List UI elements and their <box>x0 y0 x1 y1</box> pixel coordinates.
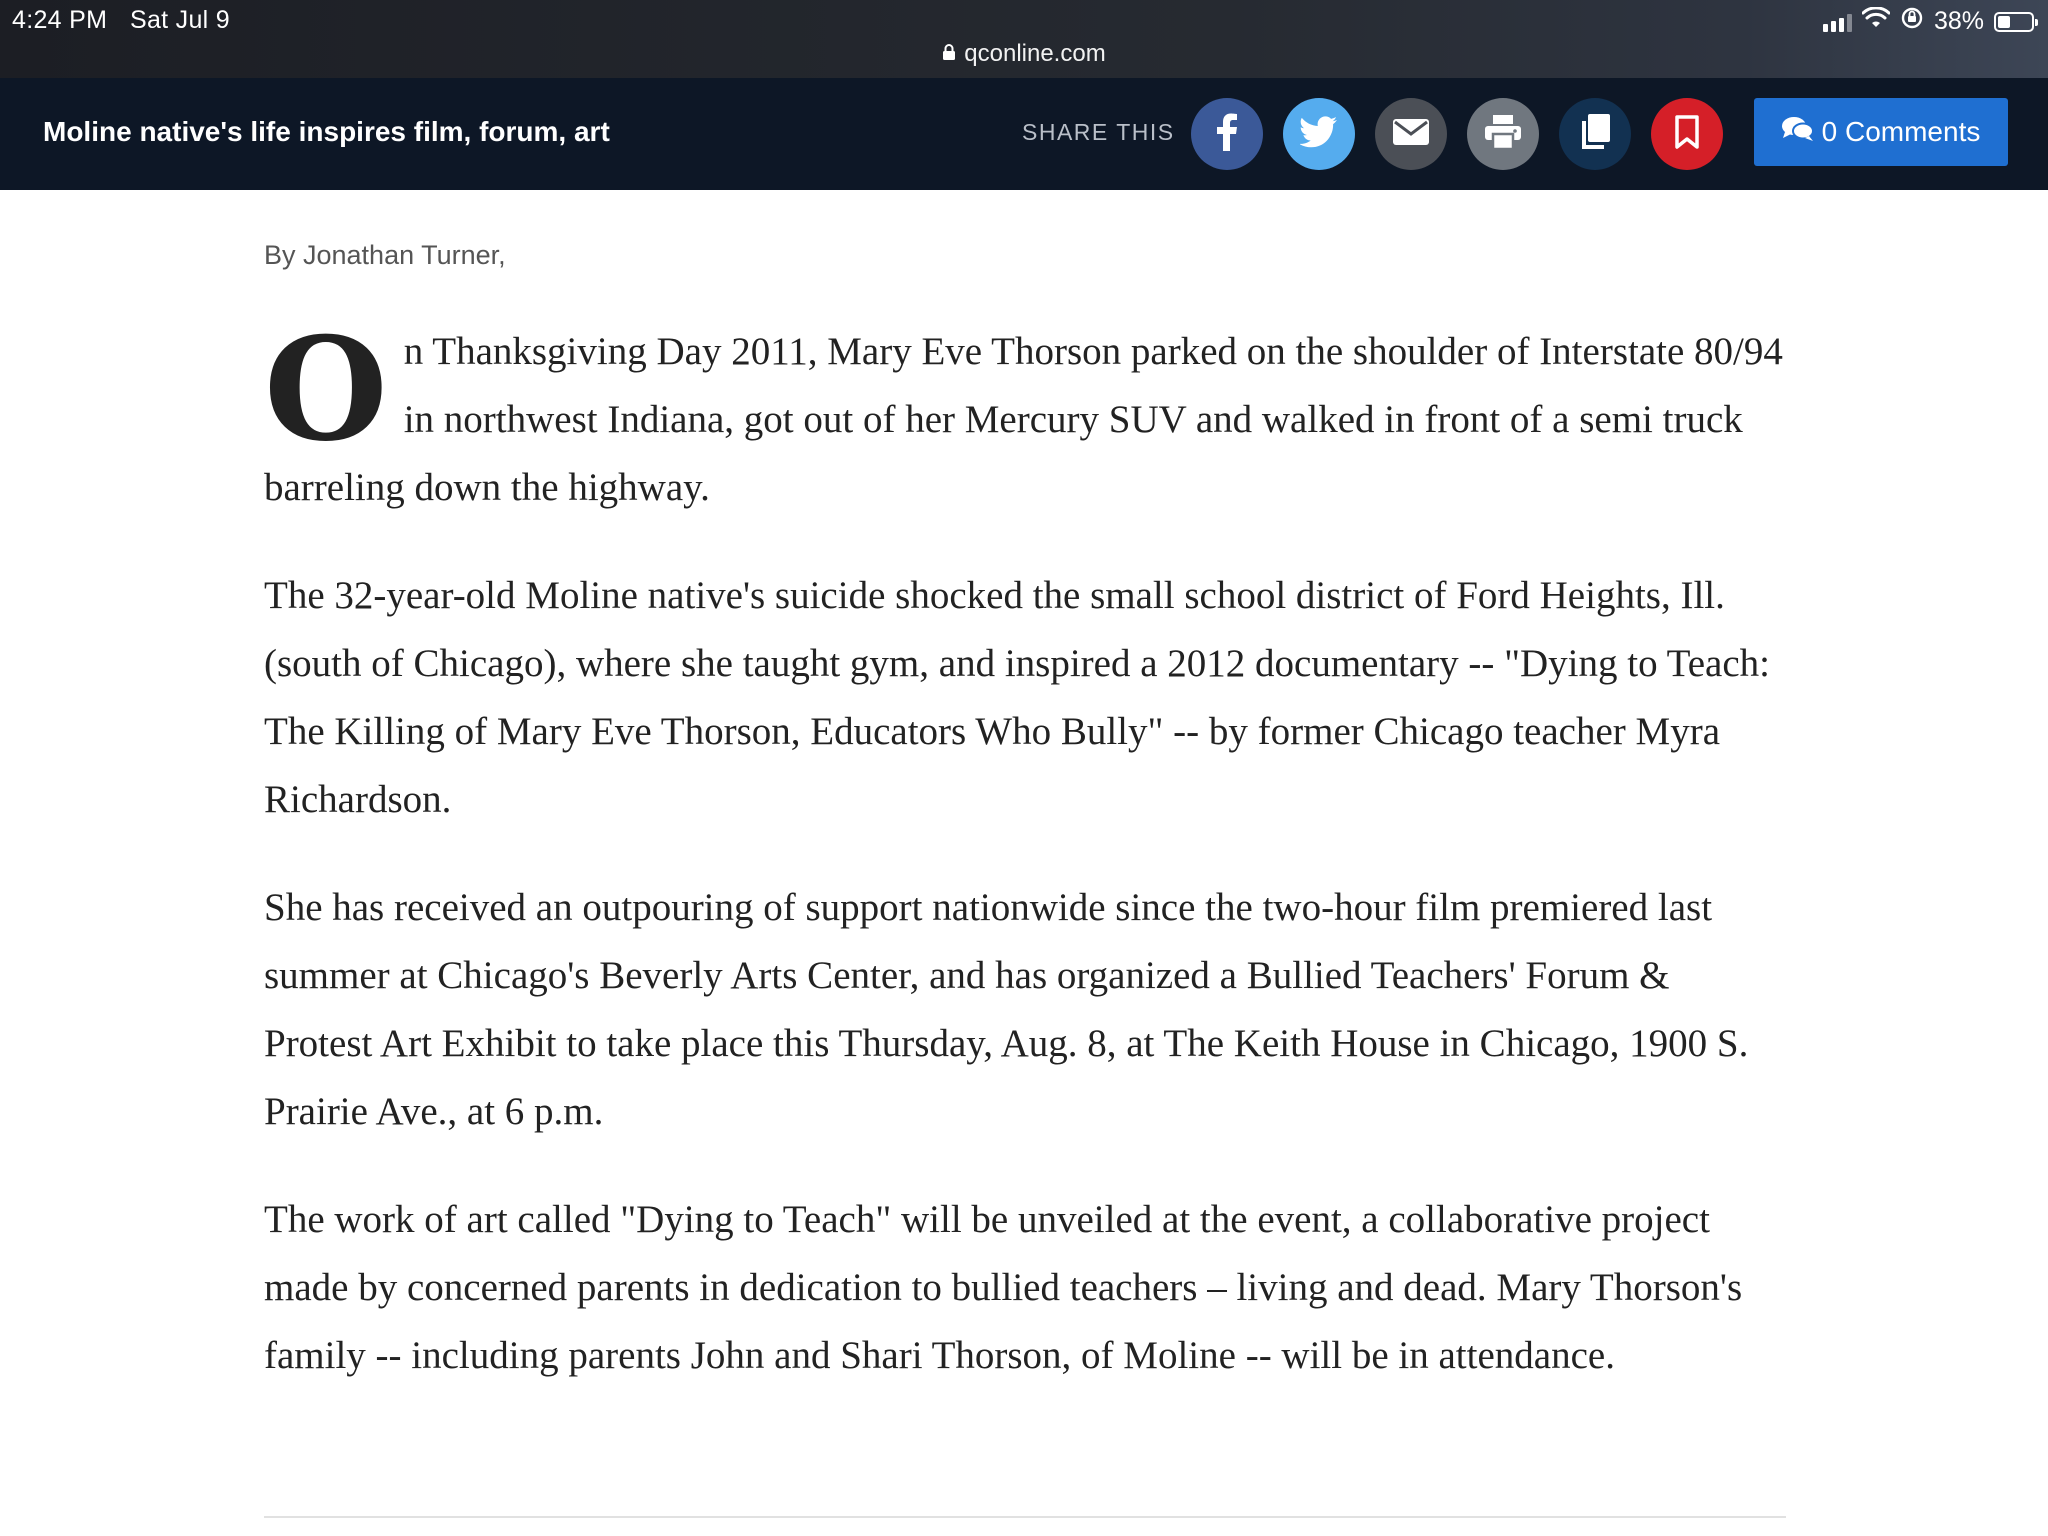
status-indicators <box>1823 6 2034 37</box>
share-copy-button[interactable] <box>1559 98 1631 170</box>
byline: By Jonathan Turner, <box>264 240 506 270</box>
wifi-icon <box>1862 7 1890 36</box>
facebook-icon <box>1216 113 1238 156</box>
share-bookmark-button[interactable] <box>1651 98 1723 170</box>
status-time: 4:24 PM <box>12 6 108 34</box>
envelope-icon <box>1393 119 1429 150</box>
share-label: SHARE THIS <box>1022 119 1175 145</box>
copy-icon <box>1580 114 1610 155</box>
drop-cap: O <box>264 307 388 473</box>
article-paragraph <box>264 307 1786 522</box>
article-paragraph: The work of art called "Dying to Teach" will be unveiled at the event, a collaborative project made by concerned parents in dedication to bullied teachers – living and dead. Mary Thorson's family -- including parents John and Shari Thorson, of Moline -- will be in attendance. <box>264 1198 1743 1377</box>
bookmark-icon <box>1675 115 1699 154</box>
comments-label: 0 Comments <box>1821 116 1981 147</box>
share-email-button[interactable] <box>1375 98 1447 170</box>
battery-level-fill <box>1998 16 2010 28</box>
article-title: Moline native's life inspires film, forum, art <box>43 116 610 147</box>
share-twitter-button[interactable] <box>1283 98 1355 170</box>
share-print-button[interactable] <box>1467 98 1539 170</box>
comments-button[interactable] <box>1754 98 2008 166</box>
printer-icon <box>1485 115 1521 154</box>
article-header-bar <box>0 78 2048 190</box>
lock-icon <box>942 40 956 68</box>
battery-percent: 38% <box>1933 7 1984 35</box>
article-paragraph: She has received an outpouring of support nationwide since the two-hour film premiered last summer at Chicago's Beverly Arts Center, and has organized a Bullied Teachers' Forum & Protest Art Exhibit to take place this Thursday, Aug. 8, at The Keith House in Chicago, 1900 S. Prairie Ave., at 6 p.m. <box>264 886 1749 1133</box>
paragraph-text: n Thanksgiving Day 2011, Mary Eve Thorson parked on the shoulder of Interstate 80/94 in northwest Indiana, got out of her Mercury SUV and walked in front of a semi truck barreling down the highway. <box>264 330 1783 509</box>
twitter-icon <box>1300 116 1338 153</box>
status-date: Sat Jul 9 <box>130 6 230 34</box>
share-facebook-button[interactable] <box>1191 98 1263 170</box>
comments-icon <box>1782 116 1814 149</box>
battery-icon <box>1994 12 2034 32</box>
address-bar[interactable] <box>0 40 2048 68</box>
url-text[interactable]: qconline.com <box>964 40 1106 67</box>
orientation-lock-icon <box>1900 6 1924 37</box>
article-paragraph: The 32-year-old Moline native's suicide shocked the small school district of Ford Heights, Ill. (south of Chicago), where she taught gym, and inspired a 2012 documentary -- "Dying to Teach: The Killing of Mary Eve Thorson, Educators Who Bully" -- by former Chicago teacher Myra Richardson. <box>264 574 1771 821</box>
cellular-signal-icon <box>1823 12 1852 32</box>
article-body <box>264 307 1786 1430</box>
status-bar <box>0 0 2048 78</box>
divider <box>264 1516 1786 1518</box>
